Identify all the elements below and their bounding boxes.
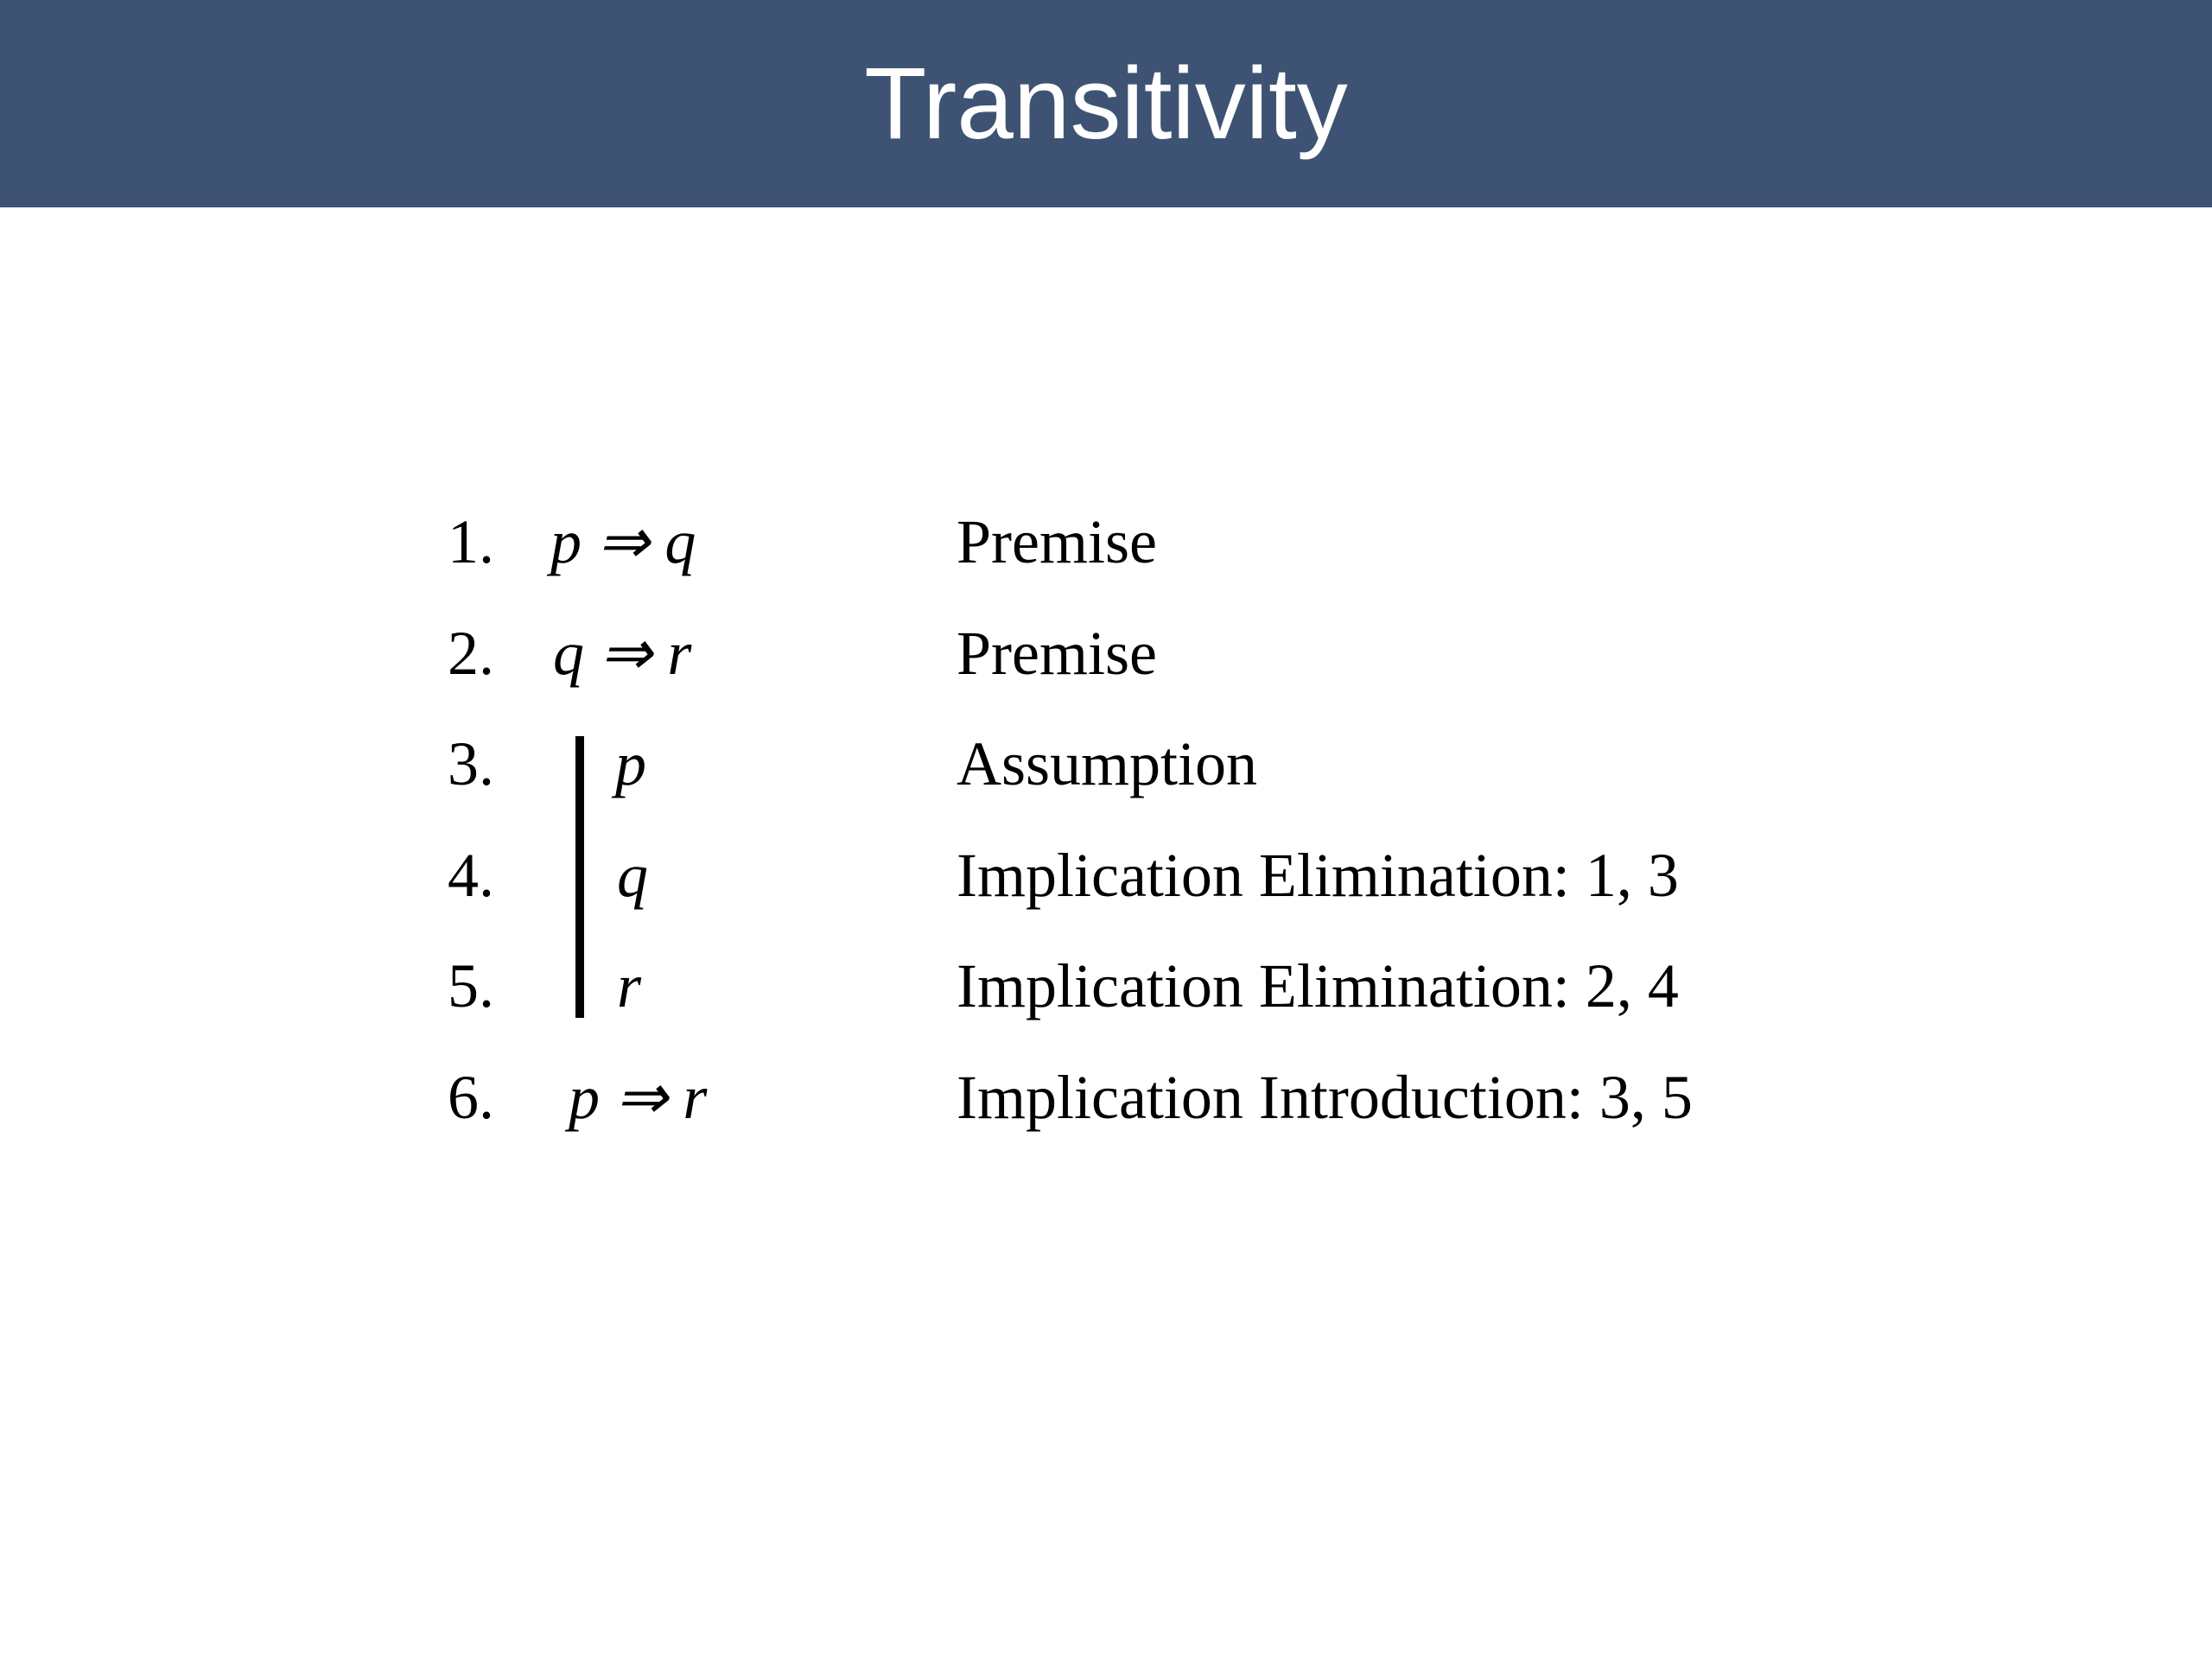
line-formula: q ⇒ r	[553, 619, 692, 688]
line-formula: p ⇒ q	[550, 507, 696, 576]
line-formula: r	[617, 951, 642, 1020]
proof-line-6	[0, 1042, 2212, 1153]
line-reason: Implication Elimination: 1, 3	[957, 841, 1679, 910]
proof-line-5	[0, 931, 2212, 1041]
line-number: 4.	[448, 841, 494, 910]
line-reason: Implication Elimination: 2, 4	[957, 951, 1679, 1020]
line-formula: p ⇒ r	[569, 1063, 708, 1132]
proof-line-4	[0, 820, 2212, 931]
proof-line-1	[0, 486, 2212, 597]
line-formula: q	[617, 841, 648, 910]
line-number: 5.	[448, 951, 494, 1020]
line-number: 2.	[448, 619, 494, 688]
line-number: 6.	[448, 1063, 494, 1132]
line-number: 1.	[448, 507, 494, 576]
line-reason: Premise	[957, 619, 1157, 688]
proof-line-3	[0, 709, 2212, 819]
line-reason: Premise	[957, 507, 1157, 576]
slide-title: Transitivity	[864, 47, 1348, 161]
line-reason: Implication Introduction: 3, 5	[957, 1063, 1693, 1132]
line-formula: p	[615, 729, 646, 798]
line-reason: Assumption	[957, 729, 1258, 798]
line-number: 3.	[448, 729, 494, 798]
proof-line-2	[0, 598, 2212, 709]
subproof-bar	[575, 736, 584, 1018]
